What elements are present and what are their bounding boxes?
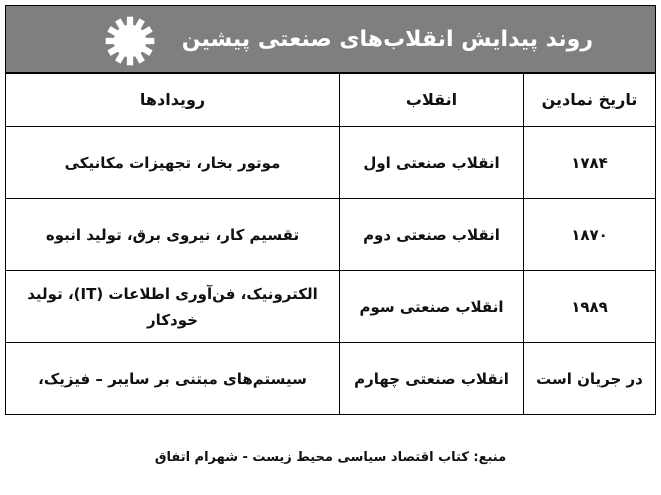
- table-header-row: [6, 74, 656, 127]
- header-date: تاریخ نمادین: [524, 74, 656, 127]
- row-events: الکترونیک، فن‌آوری اطلاعات (IT)، تولید خودکار: [6, 271, 340, 343]
- row-date: ۱۸۷۰: [524, 199, 656, 271]
- title-banner: [5, 5, 656, 73]
- source-note: منبع: کتاب اقتصاد سیاسی محیط زیست - شهرام اتفاق: [154, 450, 507, 465]
- gear-icon: [103, 14, 157, 68]
- header-revolution: انقلاب: [340, 74, 524, 127]
- table-row: [6, 343, 656, 415]
- table-row: [6, 199, 656, 271]
- row-revolution: انقلاب صنعتی چهارم: [340, 343, 524, 415]
- row-date: در جریان است: [524, 343, 656, 415]
- row-revolution: انقلاب صنعتی دوم: [340, 199, 524, 271]
- table-row: [6, 271, 656, 343]
- header-events: رویدادها: [6, 74, 340, 127]
- table-row: [6, 127, 656, 199]
- row-date: ۱۷۸۴: [524, 127, 656, 199]
- row-events: سیستم‌های مبتنی بر سایبر – فیزیک،: [6, 343, 340, 415]
- page-title: روند پیدایش انقلاب‌های صنعتی پیشین: [181, 27, 593, 52]
- row-revolution: انقلاب صنعتی اول: [340, 127, 524, 199]
- row-events: تقسیم کار، نیروی برق، تولید انبوه: [6, 199, 340, 271]
- row-revolution: انقلاب صنعتی سوم: [340, 271, 524, 343]
- row-date: ۱۹۸۹: [524, 271, 656, 343]
- row-events: موتور بخار، تجهیزات مکانیکی: [6, 127, 340, 199]
- revolutions-table: [5, 73, 656, 415]
